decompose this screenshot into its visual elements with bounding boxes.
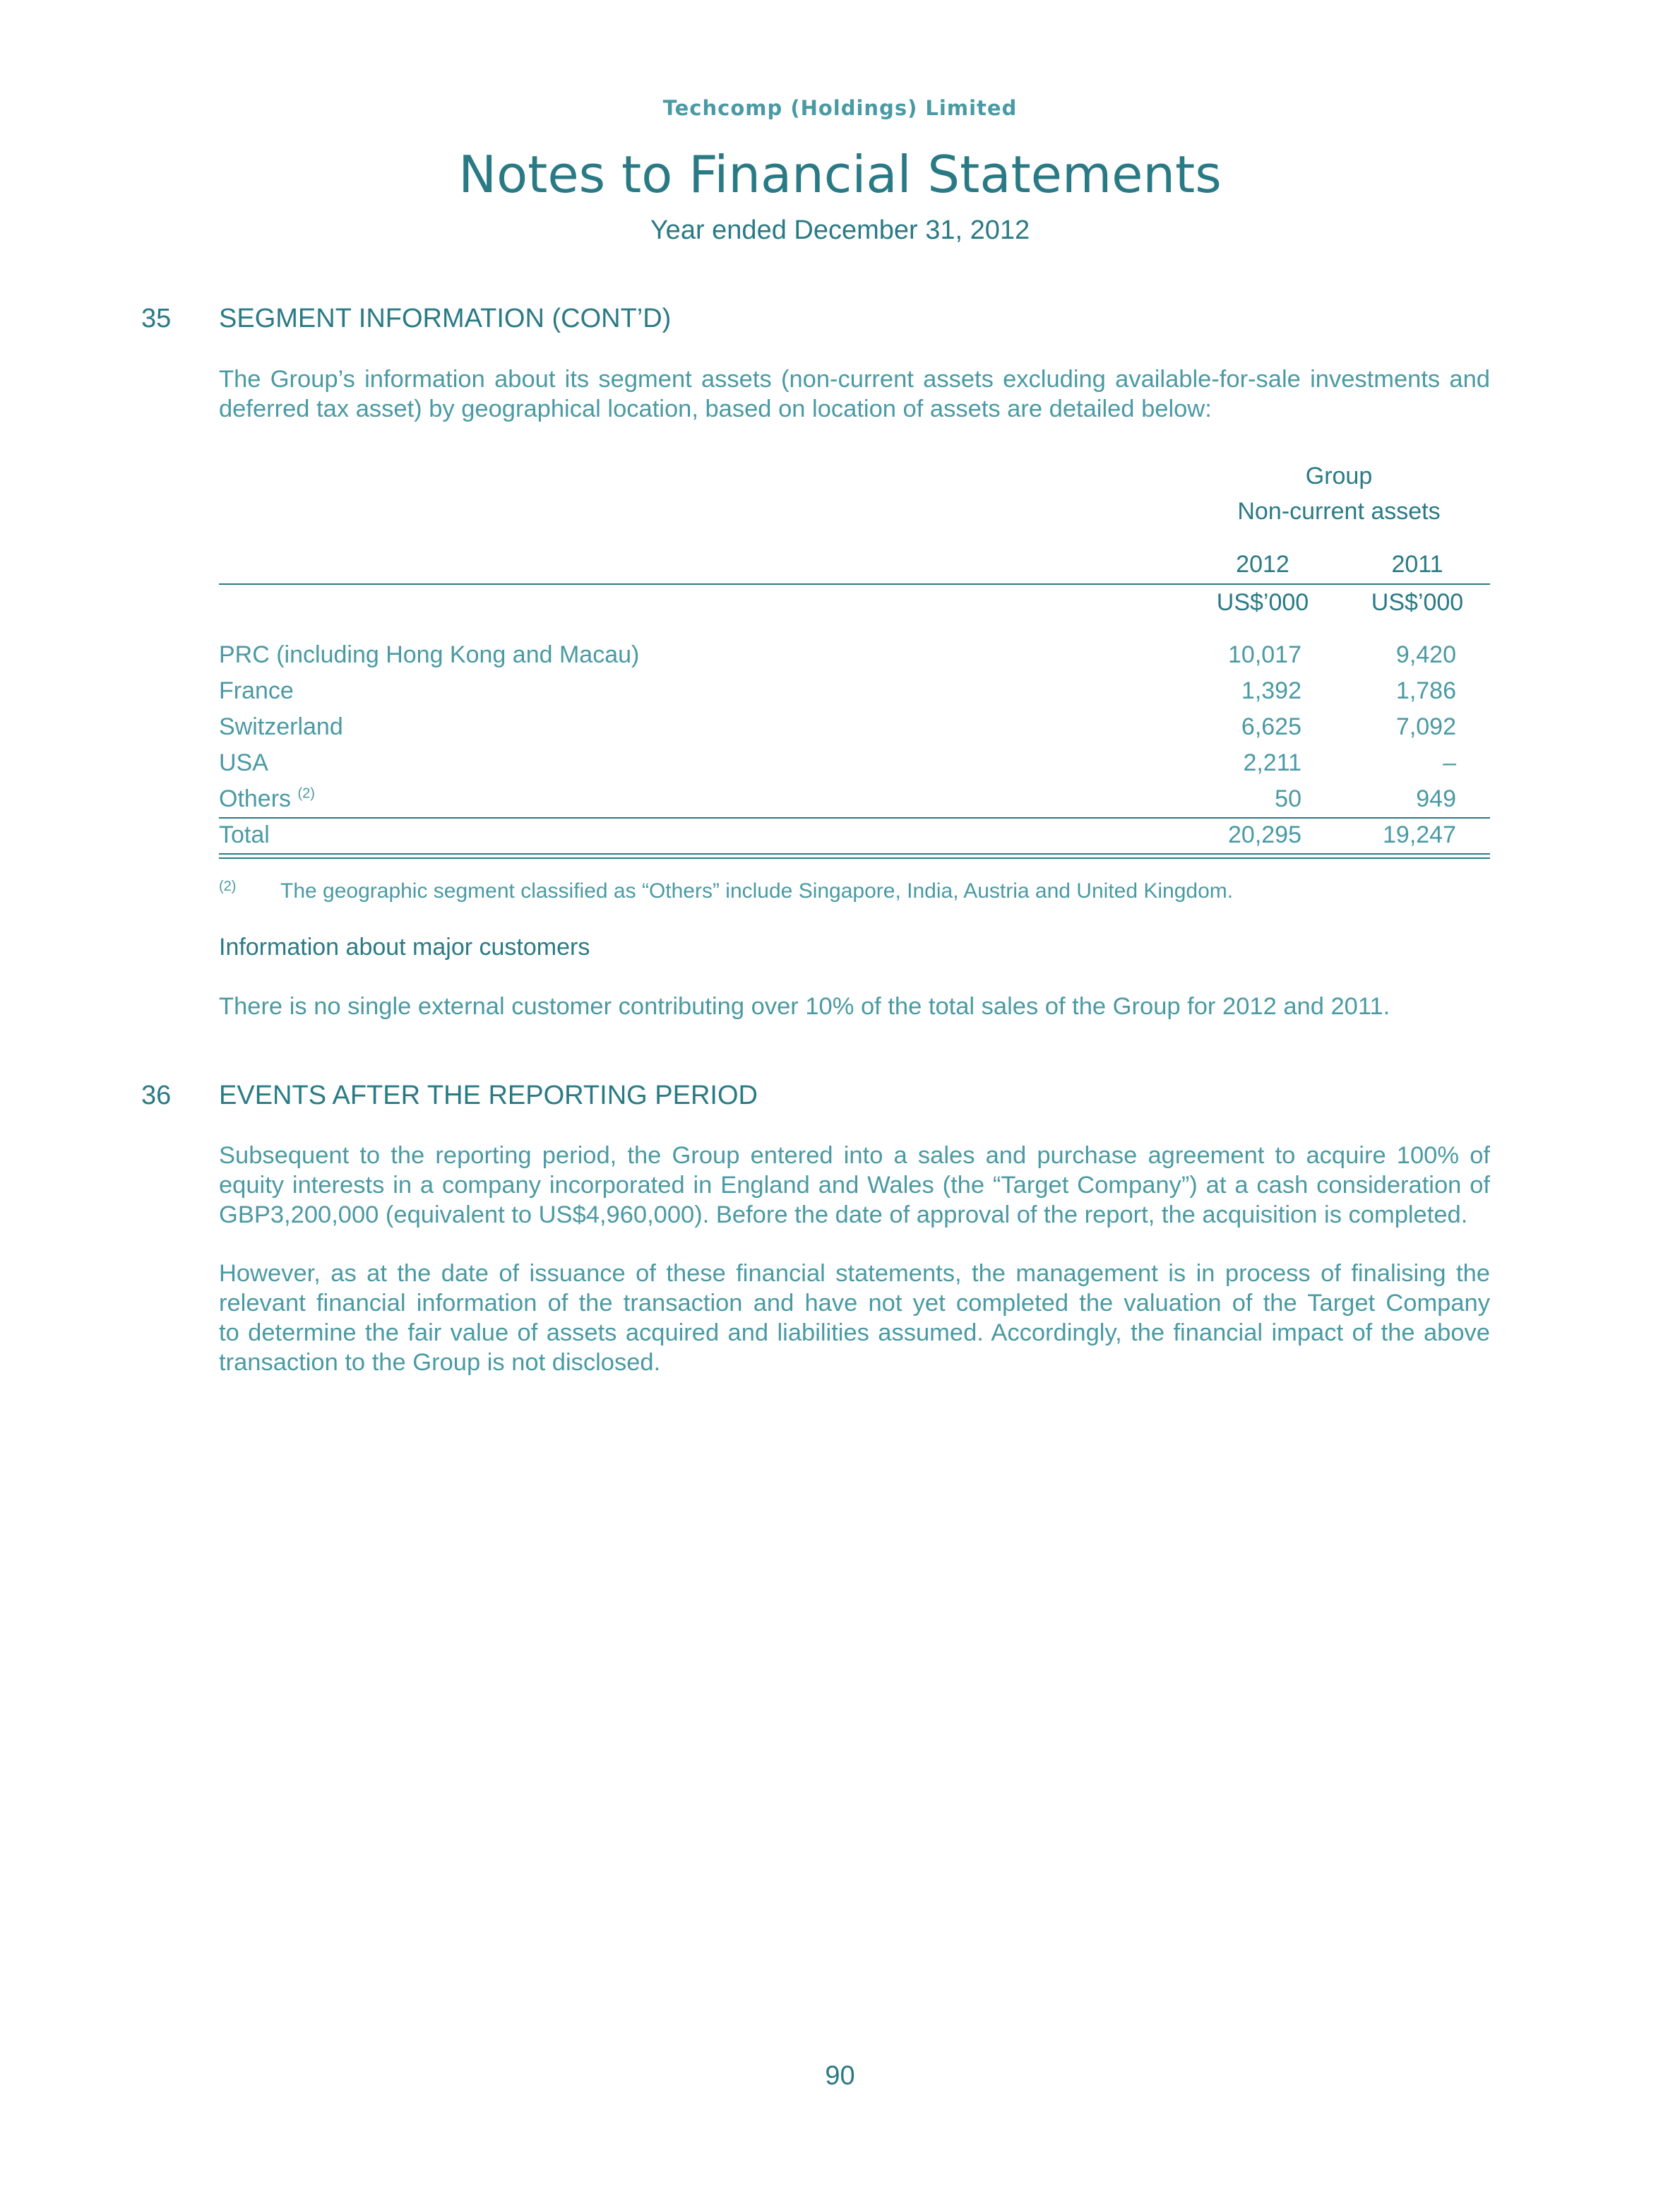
value-2011: 1,786 bbox=[1395, 677, 1456, 704]
intro-line: The Group’s information about its segment assets (non-current assets excluding available-for-sale investments and bbox=[219, 366, 1490, 393]
paragraph-line: transaction to the Group is not disclosed. bbox=[219, 1349, 661, 1376]
value-2011: 9,420 bbox=[1395, 641, 1456, 668]
table-group-label: Group bbox=[1305, 463, 1373, 489]
value-2011: – bbox=[1443, 749, 1456, 776]
period-subtitle: Year ended December 31, 2012 bbox=[650, 215, 1030, 245]
paragraph-line: GBP3,200,000 (equivalent to US$4,960,000). Before the date of approval of the report, the acquisition is completed. bbox=[219, 1201, 1468, 1228]
value-2012: 10,017 bbox=[1228, 641, 1301, 668]
column-year-2012: 2012 bbox=[1236, 551, 1289, 578]
value-2012: 2,211 bbox=[1243, 749, 1301, 776]
major-customers-text: There is no single external customer contributing over 10% of the total sales of the Group for 2012 and 2011. bbox=[219, 993, 1390, 1020]
table-subgroup-label: Non-current assets bbox=[1237, 498, 1441, 525]
paragraph-line: to determine the fair value of assets acquired and liabilities assumed. Accordingly, the financial impact of the above bbox=[219, 1319, 1490, 1346]
total-2012: 20,295 bbox=[1228, 821, 1301, 848]
page-number: 90 bbox=[825, 2061, 855, 2091]
column-year-2011: 2011 bbox=[1391, 551, 1443, 578]
row-label: USA bbox=[219, 749, 268, 776]
section-35-intro bbox=[219, 364, 1490, 424]
paragraph-line: equity interests in a company incorporated in England and Wales (the “Target Company”) at a cash consideration of bbox=[219, 1172, 1490, 1199]
total-double-rule-top bbox=[219, 853, 1490, 855]
column-unit-2012: US$’000 bbox=[1216, 589, 1309, 616]
value-2011: 7,092 bbox=[1395, 713, 1456, 740]
subtotal-rule bbox=[219, 817, 1490, 819]
total-label: Total bbox=[219, 821, 270, 848]
value-2012: 1,392 bbox=[1241, 677, 1301, 704]
footnote-reference: (2) bbox=[297, 785, 315, 802]
paragraph-line: Subsequent to the reporting period, the Group entered into a sales and purchase agreement to acquire 100% of bbox=[219, 1142, 1490, 1169]
section-36-number: 36 bbox=[141, 1081, 172, 1110]
footnote-text: The geographic segment classified as “Others” include Singapore, India, Austria and United Kingdom. bbox=[280, 879, 1234, 903]
total-double-rule-bottom bbox=[219, 857, 1490, 859]
row-label-text: Others bbox=[219, 785, 292, 812]
row-label bbox=[219, 785, 315, 813]
row-label: France bbox=[219, 677, 294, 704]
company-name: Techcomp (Holdings) Limited bbox=[662, 96, 1018, 120]
section-36-paragraph-1 bbox=[219, 1141, 1490, 1230]
major-customers-heading: Information about major customers bbox=[219, 934, 590, 961]
value-2012: 6,625 bbox=[1241, 713, 1301, 740]
page-title: Notes to Financial Statements bbox=[458, 145, 1222, 204]
section-35-title: SEGMENT INFORMATION (CONT’D) bbox=[219, 304, 672, 333]
value-2012: 50 bbox=[1275, 785, 1301, 812]
column-unit-2011: US$’000 bbox=[1371, 589, 1464, 616]
row-label: Switzerland bbox=[219, 713, 343, 740]
paragraph-line: However, as at the date of issuance of these financial statements, the management is in process of finalising the bbox=[219, 1260, 1490, 1287]
intro-line: deferred tax asset) by geographical location, based on location of assets are detailed below: bbox=[219, 396, 1212, 422]
footnote-mark: (2) bbox=[219, 879, 237, 894]
section-36-paragraph-2 bbox=[219, 1259, 1490, 1377]
value-2011: 949 bbox=[1416, 785, 1456, 812]
table-header-rule bbox=[219, 583, 1490, 585]
section-35-number: 35 bbox=[141, 304, 172, 333]
section-36-title: EVENTS AFTER THE REPORTING PERIOD bbox=[219, 1081, 758, 1110]
total-2011: 19,247 bbox=[1383, 821, 1456, 848]
row-label: PRC (including Hong Kong and Macau) bbox=[219, 641, 640, 668]
paragraph-line: relevant financial information of the transaction and have not yet completed the valuation of the Target Company bbox=[219, 1290, 1490, 1317]
